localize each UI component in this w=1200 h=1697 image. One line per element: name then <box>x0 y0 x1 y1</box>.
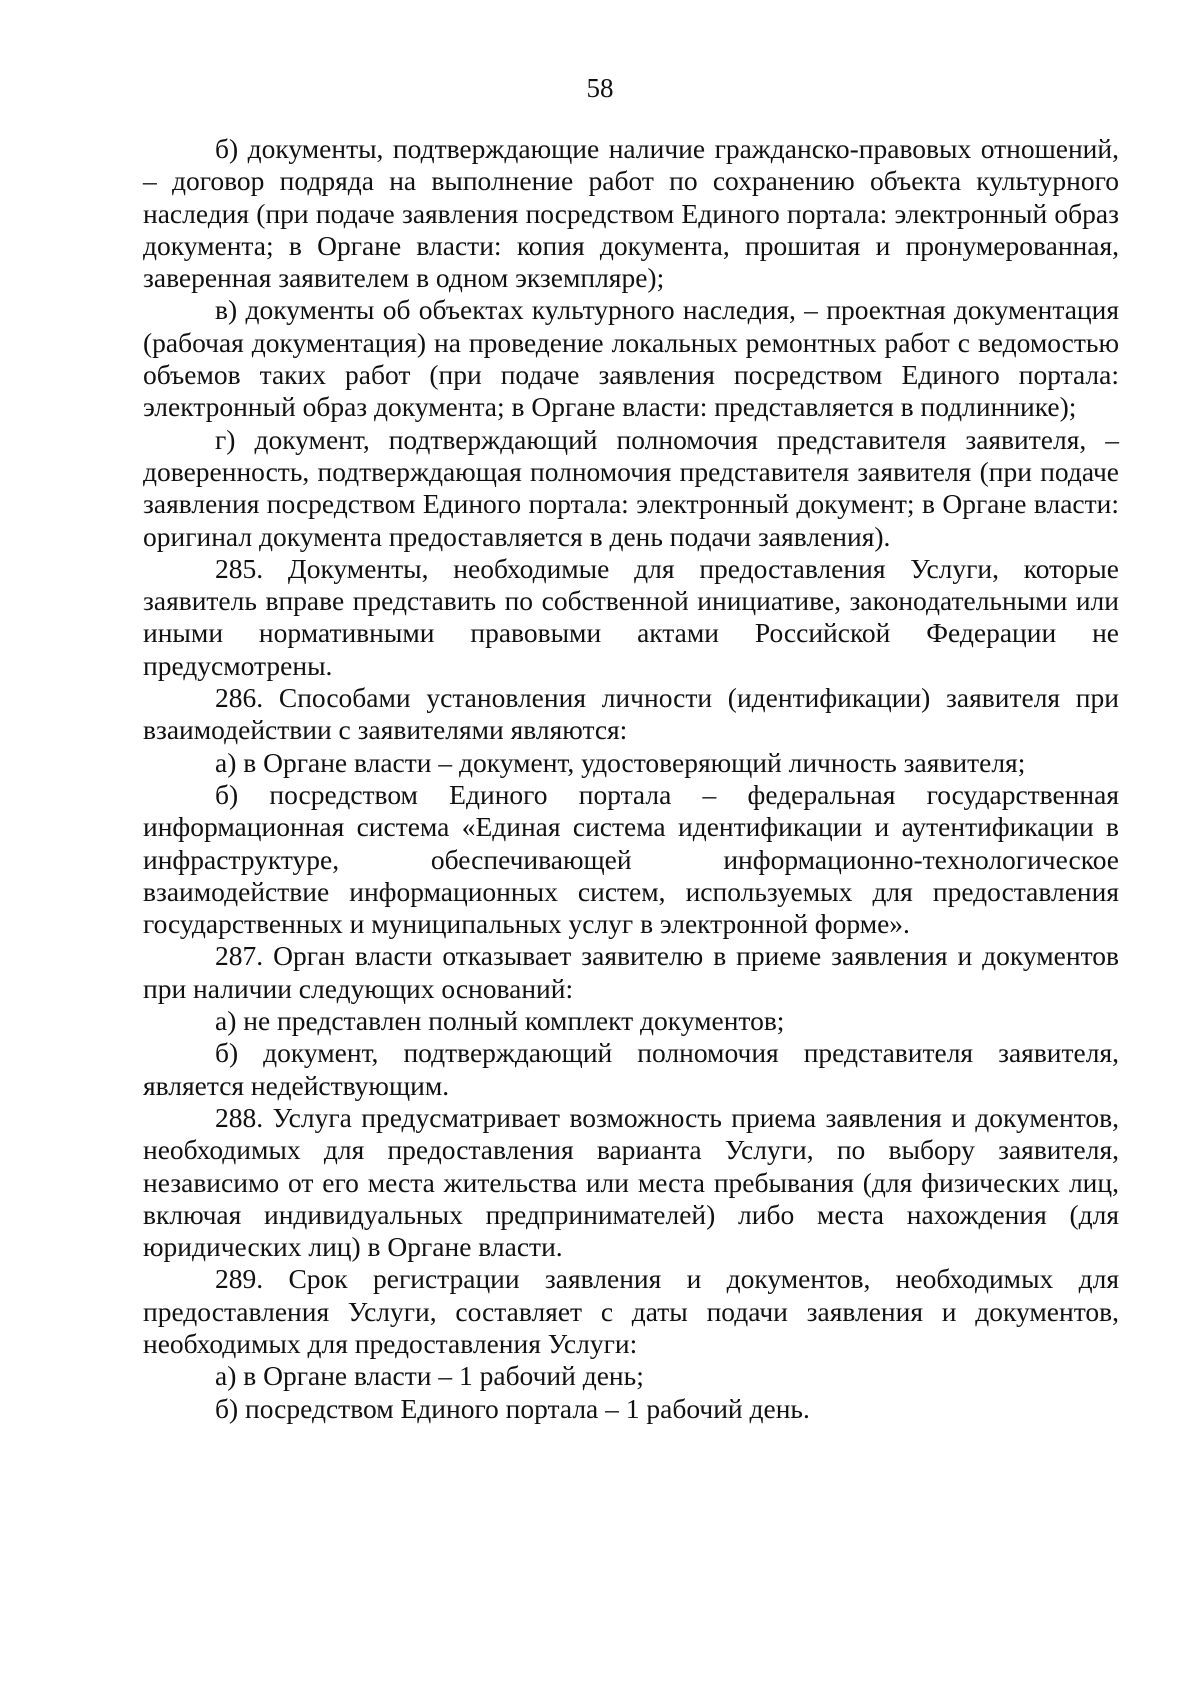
paragraph-286-a: а) в Органе власти – документ, удостоверяющий личность заявителя; <box>215 746 1026 778</box>
document-body <box>143 133 1119 1425</box>
page-number: 58 <box>586 73 614 103</box>
paragraph-286: 286. Способами установления личности (идентификации) заявителя при взаимодействии с заявителями являются: <box>143 682 1119 746</box>
paragraph-285: 285. Документы, необходимые для предоставления Услуги, которые заявитель вправе представить по собственной инициативе, законодательными или иными нормативными правовыми актами Российской Федерации не предусмотрены. <box>143 552 1119 681</box>
paragraph-288: 288. Услуга предусматривает возможность приема заявления и документов, необходимых для предоставления варианта Услуги, по выбору заявителя, независимо от его места жительства или места пребывания (для физических лиц, включая индивидуальных предпринимателей) либо места нахождения (для юридических лиц) в Органе власти. <box>143 1101 1119 1263</box>
paragraph-289: 289. Срок регистрации заявления и документов, необходимых для предоставления Услуги, составляет с даты подачи заявления и документов, необходимых для предоставления Услуги: <box>143 1263 1119 1359</box>
paragraph-b-civil-law-documents: б) документы, подтверждающие наличие гражданско-правовых отношений, – договор подряда на выполнение работ по сохранению объекта культурного наследия (при подаче заявления посредством Единого портала: электронный образ документа; в Органе власти: копия документа, прошитая и пронумерованная, заверенная заявителем в одном экземпляре); <box>143 133 1119 294</box>
paragraph-287: 287. Орган власти отказывает заявителю в приеме заявления и документов при наличии следующих оснований: <box>143 940 1119 1004</box>
paragraph-v-heritage-documents: в) документы об объектах культурного наследия, – проектная документация (рабочая документация) на проведение локальных ремонтных работ с ведомостью объемов таких работ (при подаче заявления посредством Единого портала: электронный образ документа; в Органе власти: представляется в подлиннике); <box>143 294 1119 423</box>
paragraph-287-b: б) документ, подтверждающий полномочия представителя заявителя, является недействующим. <box>143 1037 1119 1101</box>
paragraph-289-b: б) посредством Единого портала – 1 рабочий день. <box>215 1392 810 1424</box>
paragraph-286-b: б) посредством Единого портала – федеральная государственная информационная система «Единая система идентификации и аутентификации в инфраструктуре, обеспечивающей информационно-технологическое взаимодействие информационных систем, используемых для предоставления государственных и муниципальных услуг в электронной форме». <box>143 778 1119 940</box>
paragraph-289-a: а) в Органе власти – 1 рабочий день; <box>215 1360 644 1392</box>
paragraph-287-a: а) не представлен полный комплект документов; <box>215 1005 785 1037</box>
paragraph-g-representative-authority: г) документ, подтверждающий полномочия представителя заявителя, – доверенность, подтверждающая полномочия представителя заявителя (при подаче заявления посредством Единого портала: электронный документ; в Органе власти: оригинал документа предоставляется в день подачи заявления). <box>143 423 1119 552</box>
